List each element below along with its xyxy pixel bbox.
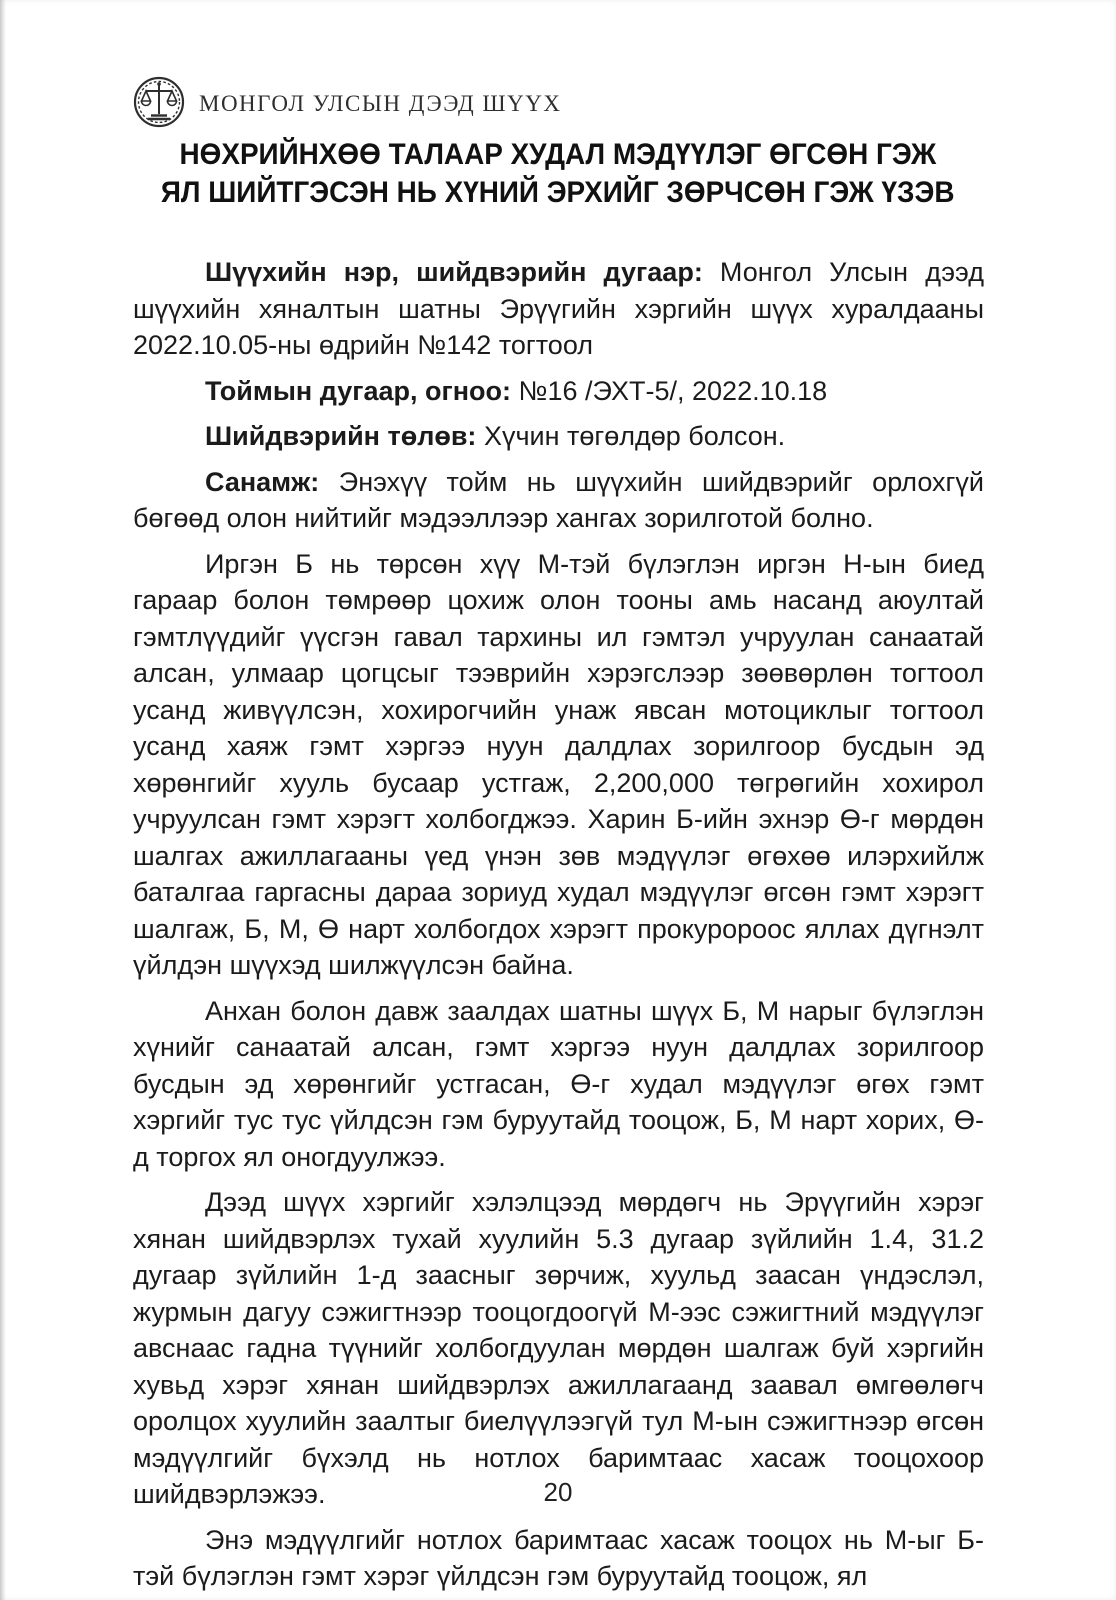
court-header	[133, 76, 561, 128]
document-title	[60, 136, 1056, 212]
meta-value: №16 /ЭХТ-5/, 2022.10.18	[518, 375, 828, 406]
meta-label: Шийдвэрийн төлөв:	[205, 421, 477, 451]
scan-edge-artifact	[0, 0, 6, 1600]
meta-summary-number	[133, 373, 984, 410]
scales-of-justice-icon	[133, 76, 185, 128]
body-paragraph-4: Энэ мэдүүлгийг нотлох баримтаас хасаж тооцох нь М-ыг Б-тэй бүлэглэн гэмт хэрэг үйлдсэн гэм буруутайд тооцож, ял	[133, 1524, 984, 1591]
meta-disclaimer	[133, 464, 984, 537]
meta-value: Энэхүү тойм нь шүүхийн шийдвэрийг орлохгүй бөгөөд олон нийтийг мэдээллээр хангах зорилготой болно.	[133, 466, 984, 533]
meta-value: Хүчин төгөлдөр болсон.	[483, 421, 786, 451]
page-number: 20	[543, 1477, 573, 1507]
meta-value: Монгол Улсын дээд шүүхийн хяналтын шатны Эрүүгийн хэргийн шүүх хуралдааны 2022.10.05-ны өдрийн №142 тогтоол	[133, 257, 984, 360]
meta-decision-status	[133, 418, 984, 455]
body-paragraph-1: Иргэн Б нь төрсөн хүү М-тэй бүлэглэн иргэн Н-ын биед гараар болон төмрөөр цохиж олон тооны амь насанд аюултай гэмтлүүдийг үүсгэн гавал тархины ил гэмтэл учруулан санаатай алсан, улмаар цогцсыг тээврийн хэрэгслээр зөөвөрлөн тогтоол усанд живүүлсэн, хохирогчийн унаж явсан мотоциклыг тогтоол усанд хаяж гэмт хэргээ нуун далдлах зорилгоор бусдын эд хөрөнгийг хууль бусаар устгаж, 2,200,000 төгрөгийн хохирол учруулсан гэмт хэрэгт холбогджээ. Харин Б-ийн эхнэр Ө-г мөрдөн шалгах ажиллагааны үед үнэн зөв мэдүүлэг өгөхөө илэрхийлж баталгаа гаргасны дараа зориуд худал мэдүүлэг өгсөн гэмт хэрэгт шалгаж, Б, М, Ө нарт холбогдох хэрэгт прокуророос яллах дүгнэлт үйлдэн шүүхэд шилжүүлсэн байна.	[133, 548, 984, 980]
meta-court-name	[133, 254, 984, 364]
document-title-line1: НӨХРИЙНХӨӨ ТАЛААР ХУДАЛ МЭДҮҮЛЭГ ӨГСӨН ГЭЖ	[179, 138, 937, 171]
meta-label: Санамж:	[205, 466, 320, 497]
meta-label: Шүүхийн нэр, шийдвэрийн дугаар:	[205, 257, 703, 287]
meta-label: Тоймын дугаар, огноо:	[205, 375, 512, 406]
org-name: МОНГОЛ УЛСЫН ДЭЭД ШҮҮХ	[199, 91, 562, 116]
document-title-line2: ЯЛ ШИЙТГЭСЭН НЬ ХҮНИЙ ЭРХИЙГ ЗӨРЧСӨН ГЭЖ ҮЗЭВ	[161, 176, 955, 209]
document-body	[133, 254, 984, 1600]
body-paragraph-3: Дээд шүүх хэргийг хэлэлцээд мөрдөгч нь Эрүүгийн хэрэг хянан шийдвэрлэх тухай хуулийн 5.3 дугаар зүйлийн 1.4, 31.2 дугаар зүйлийн 1-д заасныг зөрчиж, хуульд заасан үндэслэл, журмын дагуу сэжигтнээр тооцогдоогүй М-ээс сэжигтний мэдүүлэг авснаас гадна түүнийг холбогдуулан мөрдөн шалгаж буй хэргийн хувьд хэрэг хянан шийдвэрлэх ажиллагаанд заавал өмгөөлөгч оролцох хуулийн заалтыг биелүүлээгүй тул М-ын сэжигтнээр өгсөн мэдүүлгийг бүхэлд нь нотлох баримтаас хасаж тооцохоор шийдвэрлэжээ.	[133, 1187, 984, 1509]
body-paragraph-2: Анхан болон давж заалдах шатны шүүх Б, М нарыг бүлэглэн хүнийг санаатай алсан, гэмт хэргээ нуун далдлах зорилгоор бусдын эд хөрөнгийг устгасан, Ө-г худал мэдүүлэг өгөх гэмт хэргийг тус тус үйлдсэн гэм буруутайд тооцож, Б, М нарт хорих, Ө-д торгох ял оногдуулжээ.	[133, 995, 984, 1172]
